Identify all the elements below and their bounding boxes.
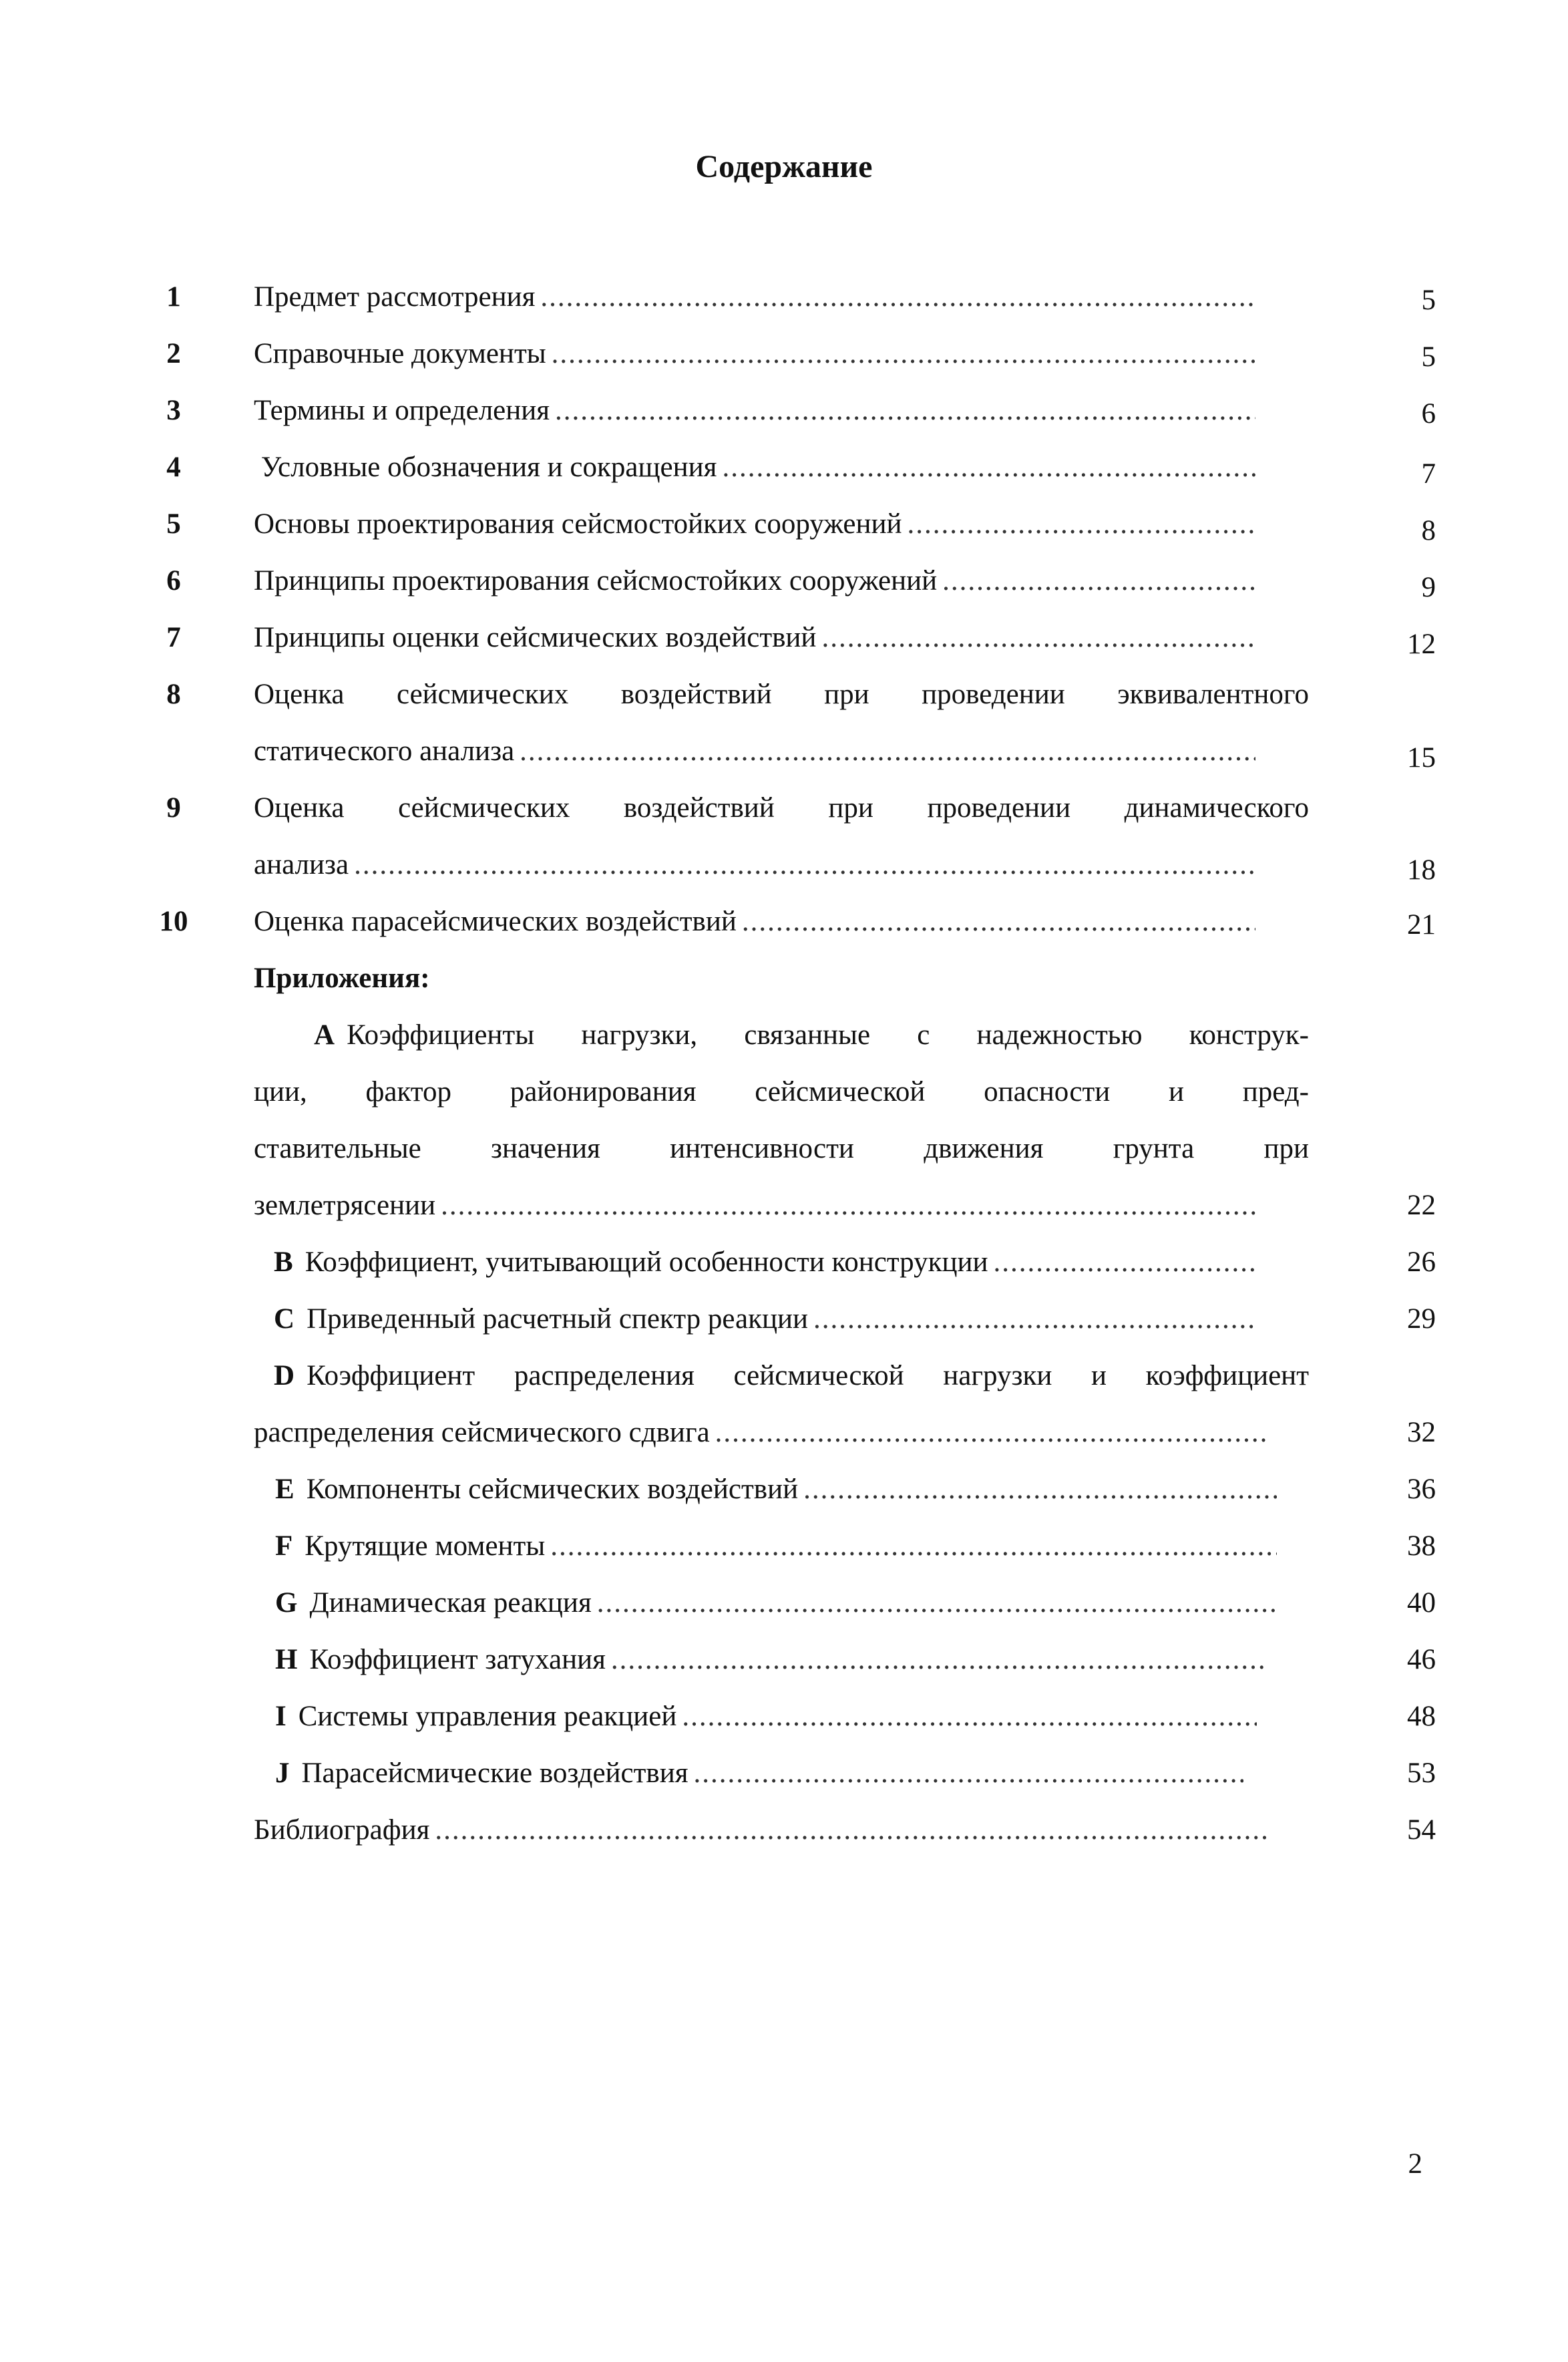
toc-entry[interactable] bbox=[254, 564, 1255, 597]
appendix-letter: H bbox=[275, 1644, 298, 1675]
toc-entry-text: анализа bbox=[254, 849, 349, 880]
toc-entry-text: Принципы оценки сейсмических воздействий bbox=[254, 622, 817, 653]
section-number: 8 bbox=[166, 679, 181, 710]
toc-page-number: 21 bbox=[1407, 909, 1436, 941]
dot-leader bbox=[611, 1643, 1263, 1676]
toc-entry[interactable] bbox=[275, 1530, 1277, 1562]
toc-page-number: 26 bbox=[1407, 1246, 1436, 1278]
toc-entry[interactable] bbox=[254, 451, 1255, 484]
toc-entry[interactable] bbox=[254, 1814, 1269, 1846]
toc-page-number: 22 bbox=[1407, 1190, 1436, 1221]
toc-entry[interactable] bbox=[275, 1643, 1263, 1676]
section-number: 4 bbox=[166, 452, 181, 483]
appendix-letter: B bbox=[274, 1246, 293, 1278]
toc-page-number: 36 bbox=[1407, 1474, 1436, 1505]
dot-leader bbox=[540, 281, 1255, 313]
toc-entry[interactable] bbox=[254, 905, 1255, 938]
toc-entry[interactable] bbox=[254, 281, 1255, 313]
appendix-letter: F bbox=[275, 1530, 293, 1562]
section-number: 10 bbox=[159, 906, 188, 937]
appendix-letter: C bbox=[274, 1303, 295, 1335]
toc-page-number: 38 bbox=[1407, 1530, 1436, 1562]
dot-leader bbox=[555, 394, 1255, 427]
toc-page-number: 40 bbox=[1407, 1587, 1436, 1619]
toc-entry-text: Условные обозначения и сокращения bbox=[254, 452, 717, 483]
appendix-letter: J bbox=[275, 1757, 290, 1789]
appendix-letter: D bbox=[274, 1360, 295, 1391]
appendix-letter: G bbox=[275, 1587, 298, 1619]
toc-entry[interactable] bbox=[274, 1303, 1255, 1335]
toc-entry[interactable] bbox=[275, 1700, 1257, 1733]
dot-leader bbox=[550, 1530, 1277, 1562]
toc-entry-text: Крутящие моменты bbox=[305, 1530, 546, 1562]
toc-entry-text: Компоненты сейсмических воздействий bbox=[306, 1474, 799, 1505]
dot-leader bbox=[742, 905, 1255, 938]
toc-entry-text: Принципы проектирования сейсмостойких сооружений bbox=[254, 565, 938, 597]
page-number: 2 bbox=[1408, 2148, 1422, 2180]
section-number: 2 bbox=[166, 338, 181, 369]
appendix-entry-line bbox=[280, 1019, 1309, 1051]
dot-leader bbox=[441, 1189, 1255, 1222]
toc-page-number: 48 bbox=[1407, 1701, 1436, 1732]
toc-entry-text: Коэффициент затухания bbox=[309, 1644, 606, 1675]
toc-entry[interactable] bbox=[275, 1586, 1277, 1619]
section-number: 9 bbox=[166, 792, 181, 824]
dot-leader bbox=[354, 848, 1255, 881]
toc-entry-text: Оценка парасейсмических воздействий bbox=[254, 906, 737, 937]
appendix-line-text: Коэффициент распределения сейсмической нагрузки и коэффициент bbox=[307, 1360, 1309, 1391]
toc-entry-text: Динамическая реакция bbox=[309, 1587, 592, 1619]
section-number: 7 bbox=[166, 622, 181, 653]
dot-leader bbox=[552, 337, 1255, 370]
appendix-entry-line bbox=[274, 1359, 1309, 1392]
toc-entry[interactable] bbox=[275, 1473, 1277, 1506]
toc-entry-line: Оценка сейсмических воздействий при проведении эквивалентного bbox=[254, 679, 1309, 710]
toc-page-number: 46 bbox=[1407, 1644, 1436, 1675]
toc-page-number: 5 bbox=[1421, 285, 1436, 316]
dot-leader bbox=[994, 1246, 1255, 1279]
toc-page-number: 53 bbox=[1407, 1757, 1436, 1789]
toc-entry-text: Основы проектирования сейсмостойких сооружений bbox=[254, 508, 902, 540]
toc-page-number: 29 bbox=[1407, 1303, 1436, 1335]
toc-page-number: 6 bbox=[1421, 398, 1436, 430]
page-title: Содержание bbox=[695, 149, 873, 184]
toc-page-number: 7 bbox=[1421, 458, 1436, 490]
toc-entry[interactable] bbox=[254, 1416, 1269, 1449]
section-number: 3 bbox=[166, 395, 181, 426]
toc-entry[interactable] bbox=[275, 1757, 1243, 1790]
toc-page-number: 32 bbox=[1407, 1417, 1436, 1448]
appendix-entry-line: ставительные значения интенсивности движения грунта при bbox=[254, 1133, 1309, 1164]
appendix-line-text: Коэффициенты нагрузки, связанные с надежностью конструк- bbox=[347, 1019, 1309, 1051]
toc-entry[interactable] bbox=[254, 337, 1255, 370]
toc-entry[interactable] bbox=[254, 394, 1255, 427]
toc-entry[interactable] bbox=[254, 848, 1255, 881]
toc-entry[interactable] bbox=[254, 735, 1255, 768]
section-number: 5 bbox=[166, 508, 181, 540]
toc-page-number: 9 bbox=[1421, 572, 1436, 603]
dot-leader bbox=[813, 1303, 1255, 1335]
appendix-entry-line: ции, фактор районирования сейсмической опасности и пред- bbox=[254, 1076, 1309, 1108]
toc-page-number: 15 bbox=[1407, 742, 1436, 774]
dot-leader bbox=[694, 1757, 1243, 1790]
toc-page-number: 5 bbox=[1421, 341, 1436, 373]
toc-page-number: 54 bbox=[1407, 1814, 1436, 1846]
dot-leader bbox=[907, 508, 1255, 540]
dot-leader bbox=[722, 451, 1255, 484]
section-number: 1 bbox=[166, 281, 181, 313]
toc-entry-text: Библиография bbox=[254, 1814, 430, 1846]
dot-leader bbox=[942, 564, 1255, 597]
dot-leader bbox=[821, 621, 1255, 654]
toc-entry-text: Справочные документы bbox=[254, 338, 546, 369]
appendix-letter: А bbox=[314, 1019, 335, 1051]
toc-entry-line: Оценка сейсмических воздействий при проведении динамического bbox=[254, 792, 1309, 824]
dot-leader bbox=[682, 1700, 1257, 1733]
toc-entry-text: Термины и определения bbox=[254, 395, 550, 426]
toc-entry-text: Предмет рассмотрения bbox=[254, 281, 536, 313]
dot-leader bbox=[435, 1814, 1269, 1846]
toc-entry[interactable] bbox=[274, 1246, 1255, 1279]
toc-entry[interactable] bbox=[254, 1189, 1255, 1222]
dot-leader bbox=[520, 735, 1255, 768]
toc-entry[interactable] bbox=[254, 508, 1255, 540]
section-number: 6 bbox=[166, 565, 181, 597]
dot-leader bbox=[803, 1473, 1277, 1506]
toc-page-number: 18 bbox=[1407, 854, 1436, 886]
toc-entry-text: распределения сейсмического сдвига bbox=[254, 1417, 710, 1448]
toc-page-number: 8 bbox=[1421, 515, 1436, 546]
toc-entry-text: Приведенный расчетный спектр реакции bbox=[307, 1303, 809, 1335]
toc-entry-text: статического анализа bbox=[254, 735, 515, 767]
toc-entry[interactable] bbox=[254, 621, 1255, 654]
appendices-heading: Приложения: bbox=[254, 963, 430, 994]
dot-leader bbox=[715, 1416, 1269, 1449]
toc-entry-text: землетрясении bbox=[254, 1190, 436, 1221]
toc-page-number: 12 bbox=[1407, 629, 1436, 660]
toc-entry-text: Системы управления реакцией bbox=[298, 1701, 677, 1732]
appendix-letter: I bbox=[275, 1701, 286, 1732]
toc-entry-text: Коэффициент, учитывающий особенности конструкции bbox=[305, 1246, 988, 1278]
appendix-letter: E bbox=[275, 1474, 295, 1505]
toc-entry-text: Парасейсмические воздействия bbox=[301, 1757, 689, 1789]
dot-leader bbox=[597, 1586, 1277, 1619]
